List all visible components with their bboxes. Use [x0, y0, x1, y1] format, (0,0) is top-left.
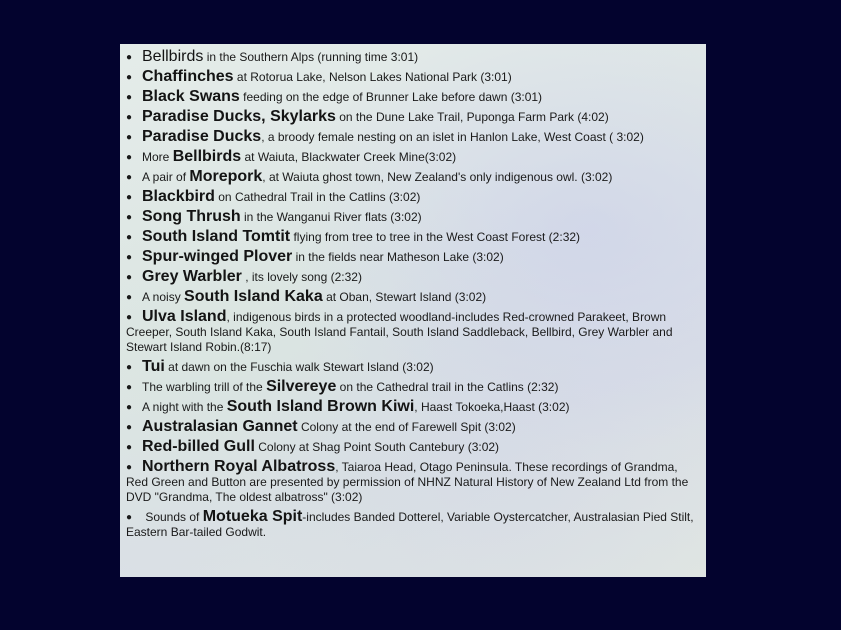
- recording-item: [126, 149, 700, 165]
- recordings-panel: [120, 44, 706, 577]
- recording-item: [126, 89, 700, 105]
- recording-description: , Haast Tokoeka,Haast (3:02): [414, 400, 570, 414]
- bullet-icon: ●: [126, 132, 133, 143]
- recording-description: , at Waiuta ghost town, New Zealand's only indigenous owl. (3:02): [262, 170, 613, 184]
- recording-item: [126, 399, 700, 415]
- bullet-icon: ●: [126, 52, 133, 63]
- bird-name: Spur-winged Plover: [142, 248, 293, 265]
- recordings-list: [126, 49, 700, 540]
- bullet-icon: ●: [126, 232, 133, 243]
- bullet-icon: ●: [126, 382, 133, 393]
- bullet-icon: ●: [126, 172, 133, 183]
- bullet-icon: ●: [126, 422, 133, 433]
- recording-description: flying from tree to tree in the West Coast Forest (2:32): [290, 230, 581, 244]
- recording-description: on the Cathedral trail in the Catlins (2:32): [336, 380, 559, 394]
- bird-name: Ulva Island: [142, 308, 227, 325]
- bird-name: Song Thrush: [142, 208, 241, 225]
- recording-description: feeding on the edge of Brunner Lake before dawn (3:01): [239, 90, 543, 104]
- recording-description: in the fields near Matheson Lake (3:02): [292, 250, 504, 264]
- bird-name: South Island Kaka: [184, 288, 323, 305]
- bird-name: Chaffinches: [142, 68, 234, 85]
- recording-item: [126, 379, 700, 395]
- bird-name: Bellbirds: [172, 148, 242, 165]
- recording-prefix: A pair of: [142, 170, 190, 184]
- recording-item: [126, 439, 700, 455]
- recording-description: at Oban, Stewart Island (3:02): [322, 290, 487, 304]
- recording-description: , indigenous birds in a protected woodland-includes Red-crowned Parakeet, Brown Creeper, South Island Kaka, South Island Fantail, South Island Saddleback, Bellbird, Grey Warbler and Stewart Island Robin.(8:17): [126, 310, 673, 354]
- recording-description: in the Southern Alps (running time 3:01): [203, 50, 419, 64]
- recording-description: on the Dune Lake Trail, Puponga Farm Park (4:02): [335, 110, 609, 124]
- bird-name: Paradise Ducks: [142, 128, 262, 145]
- recording-item: [126, 309, 700, 355]
- recording-item: [126, 49, 700, 65]
- recording-description: on Cathedral Trail in the Catlins (3:02): [214, 190, 421, 204]
- bullet-icon: ●: [126, 462, 133, 473]
- bullet-icon: ●: [126, 402, 133, 413]
- recording-item: [126, 459, 700, 505]
- recording-item: [126, 229, 700, 245]
- bird-name: Paradise Ducks, Skylarks: [142, 108, 336, 125]
- recording-description: Colony at Shag Point South Cantebury (3:02): [254, 440, 500, 454]
- bird-name: Silvereye: [266, 378, 337, 395]
- recording-item: [126, 209, 700, 225]
- recording-description: , its lovely song (2:32): [241, 270, 362, 284]
- bullet-icon: ●: [126, 72, 133, 83]
- recording-item: [126, 189, 700, 205]
- recording-prefix: More: [142, 150, 173, 164]
- bullet-icon: ●: [126, 212, 133, 223]
- bird-name: Bellbirds: [142, 48, 204, 65]
- bird-name: Grey Warbler: [142, 268, 242, 285]
- bird-name: Blackbird: [142, 188, 215, 205]
- bullet-icon: ●: [126, 362, 133, 373]
- recording-item: [126, 289, 700, 305]
- bullet-icon: ●: [126, 152, 133, 163]
- bird-name: Morepork: [189, 168, 263, 185]
- recording-prefix: A night with the: [142, 400, 227, 414]
- recording-prefix: A noisy: [142, 290, 185, 304]
- bird-name: Australasian Gannet: [142, 418, 298, 435]
- bird-name: South Island Brown Kiwi: [226, 398, 415, 415]
- recording-prefix: Sounds of: [142, 510, 203, 524]
- bullet-icon: ●: [126, 192, 133, 203]
- bird-name: Black Swans: [142, 88, 240, 105]
- bullet-icon: ●: [126, 442, 133, 453]
- recording-item: [126, 269, 700, 285]
- recording-description: at Rotorua Lake, Nelson Lakes National Park (3:01): [233, 70, 512, 84]
- recording-item: [126, 509, 700, 540]
- bullet-icon: ●: [126, 512, 133, 523]
- bullet-icon: ●: [126, 272, 133, 283]
- recording-description: , a broody female nesting on an islet in Hanlon Lake, West Coast ( 3:02): [261, 130, 644, 144]
- recording-description: at Waiuta, Blackwater Creek Mine(3:02): [241, 150, 457, 164]
- bird-name: Motueka Spit: [202, 508, 303, 525]
- recording-item: [126, 419, 700, 435]
- recording-description: at dawn on the Fuschia walk Stewart Island (3:02): [164, 360, 434, 374]
- recording-item: [126, 359, 700, 375]
- recording-item: [126, 69, 700, 85]
- recording-prefix: The warbling trill of the: [142, 380, 267, 394]
- bullet-icon: ●: [126, 112, 133, 123]
- bullet-icon: ●: [126, 252, 133, 263]
- recording-item: [126, 129, 700, 145]
- bird-name: Northern Royal Albatross: [142, 458, 336, 475]
- recording-item: [126, 169, 700, 185]
- recording-description: , Taiaroa Head, Otago Peninsula. These recordings of Grandma, Red Green and Button are presented by permission of NHNZ Natural History of New Zealand Ltd from the DVD "Grandma, The oldest albatross" (3:02): [126, 460, 689, 504]
- bird-name: South Island Tomtit: [142, 228, 291, 245]
- recording-description: -includes Banded Dotterel, Variable Oystercatcher, Australasian Pied Stilt, Eastern Bar-tailed Godwit.: [126, 510, 694, 539]
- recording-item: [126, 249, 700, 265]
- bird-name: Tui: [142, 358, 165, 375]
- recording-description: Colony at the end of Farewell Spit (3:02): [297, 420, 516, 434]
- bird-name: Red-billed Gull: [142, 438, 255, 455]
- recording-item: [126, 109, 700, 125]
- recording-description: in the Wanganui River flats (3:02): [240, 210, 422, 224]
- bullet-icon: ●: [126, 92, 133, 103]
- bullet-icon: ●: [126, 292, 133, 303]
- bullet-icon: ●: [126, 312, 133, 323]
